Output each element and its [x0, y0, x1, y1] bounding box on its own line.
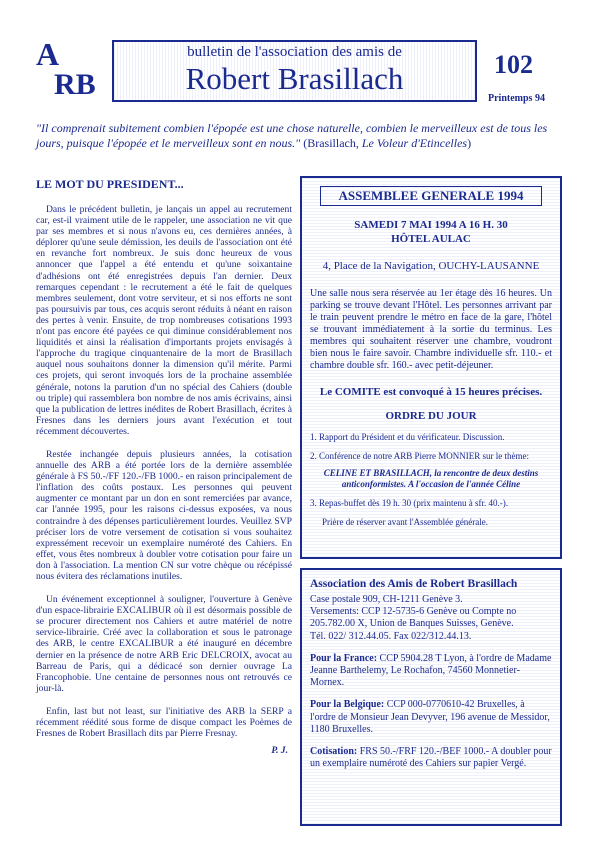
france-text: CCP 5904.28 T Lyon, à l'ordre de Madame Jeanne Barthelemy, Le Rochafon, 74560 Monnetier-Mornex. — [310, 652, 552, 689]
assembly-address: 4, Place de la Navigation, OUCHY-LAUSANNE — [322, 260, 540, 272]
article-paragraph: Restée inchangée depuis plusieurs années, la cotisation annuelle des ARB a été portée lors de la dernière assemblée générale à FS 50.-/FF 120.-/FB 1000.- en raison principalement de l'inflation des coûts postaux. Les personnes qui peuvent augmenter ce montant par un don en sont remerciées par avance, car l'année 1995, pour les raisons ci-dessus exposées, va nous contraindre à des dépenses particulièrement lourdes. Veuillez SVP préciser lors de votre versement de cotisation si vous souhaitez expressément recevoir un exemplaire numéroté des Cahiers. En effet, vous êtes nombreux à doubler votre cotisation pour faire un don à l'association. La mention CN sur votre chèque ou récépissé nous évitera des réclamations inutiles. — [36, 448, 292, 582]
assembly-box — [300, 176, 562, 559]
france-label: Pour la France: — [310, 652, 378, 664]
agenda-item-detail: CELINE ET BRASILLACH, la rencontre de deux destins anticonformistes. A l'occasion de l'année Céline — [323, 468, 539, 489]
president-article — [36, 177, 292, 756]
assembly-title: ASSEMBLEE GENERALE 1994 — [320, 186, 542, 206]
quote-cite-suffix: ) — [467, 136, 472, 150]
reservation-note: Prière de réserver avant l'Assemblée générale. — [322, 517, 489, 527]
assembly-hotel: HÔTEL AULAC — [391, 233, 471, 245]
logo-letters-rb: RB — [54, 68, 96, 101]
belgium-payment — [310, 699, 552, 736]
issue-number: 102 — [494, 50, 533, 79]
quote-cite-prefix: (Brasillach, — [303, 136, 362, 150]
masthead-subtitle: bulletin de l'association des amis de — [187, 44, 402, 60]
issue-season: Printemps 94 — [488, 93, 545, 104]
article-signature: P. J. — [271, 745, 288, 757]
assembly-info: Une salle nous sera réservée au 1er étage dès 16 heures. Un parking se trouve devant l'Hôtel. Les personnes arrivant par le train peuvent prendre le métro en face de la gare, l'hôtel se trouvant immédiatement à la sortie du terminus. Les membres qui souhaitent réserver une chambre, voudront bien nous le faire savoir. Chambre individuelle sfr. 110.- et chambre double sfr. 160.- avec petit-déjeuner. — [310, 288, 552, 371]
agenda-item: 2. Conférence de notre ARB Pierre MONNIER sur le thème: — [310, 451, 529, 461]
assembly-date: SAMEDI 7 MAI 1994 A 16 H. 30 — [354, 219, 508, 231]
cotisation-info — [310, 746, 552, 770]
cotisation-text: FRS 50.-/FRF 120.-/BEF 1000.- A doubler pour un exemplaire numéroté des Cahiers sur papier Vergé. — [310, 746, 552, 770]
quote-cite-work: Le Voleur d'Etincelles — [361, 136, 468, 150]
association-title: Association des Amis de Robert Brasillach — [310, 578, 518, 590]
association-box — [300, 568, 562, 826]
quote-text: "Il comprenait subitement combien l'épopée est une chose naturelle, combien le merveilleux est de tous les jours, puisque l'épopée et le merveilleux sont en nous." — [36, 121, 548, 150]
logo-letter-a: A — [36, 36, 60, 72]
agenda-title: ORDRE DU JOUR — [385, 410, 477, 422]
belgium-text: CCP 000-0770610-42 Bruxelles, à l'ordre de Monsieur Jean Devyver, 196 avenue de Messidor, 1180 Bruxelles. — [310, 699, 550, 735]
article-paragraph: Un événement exceptionnel à souligner, l'ouverture à Genève d'un espace-librairie EXCALIBUR où il est désormais possible de se procurer directement nos Cahiers et autre matériel de notre service-librairie. Créé avec la collaboration et sous le patronage des ARB, le centre EXCALIBUR a été inauguré en décembre dernier en la présence de notre ARB Eric DELCROIX, avocat au Barreau de Paris, qui a dédicacé son dernier ouvrage La Francophobie. Une centaine de personnes nous ont retrouvés ce jour-là. — [36, 594, 292, 694]
article-heading: LE MOT DU PRESIDENT... — [36, 177, 184, 191]
epigraph-quote — [36, 121, 564, 151]
association-address-line: Versements: CCP 12-5735-6 Genève ou Compte no 205.782.00 X, Union de Banques Suisses, Genève. — [310, 606, 517, 630]
masthead — [112, 40, 477, 102]
association-address-line: Tél. 022/ 312.44.05. Fax 022/312.44.13. — [310, 630, 472, 642]
belgium-label: Pour la Belgique: — [310, 699, 385, 711]
arb-logo — [36, 38, 106, 108]
france-payment — [310, 653, 552, 690]
article-paragraph: Dans le précédent bulletin, je lançais un appel au recrutement car, est-il vraiment utile de le rappeler, une association ne vit que par ses membres et si nous n'avons eu, ces dernières années, à déplorer qu'une seule démission, les deuils de l'association ont été en revanche fort nombreux. Je suis donc heureux de vous annoncer que l'appel a été entendu et qu'une soixantaine d'adhésions ont été enregistrées depuis l'an dernier. Deux remarques cependant : le recrutement a été le fait de quelques membres seulement, dont votre serviteur, et si nos efforts ne sont pas poursuivis par tous, ces acquis seront réduits à néant en raison des pertes à venir. Ensuite, de trop nombreuses cotisations 1993 n'ont pas encore été payées ce qui diminue considérablement nos liquidités et ainsi la réalisation d'importants projets envisagés à l'approche du tragique cinquantenaire de la mort de Brasillach auquel nous souhaitons donner la dimension qu'il mérite. Parmi ces projets, qui seront invoqués lors de la prochaine assemblée générale, notons la parution d'un no spécial des Cahiers (double ou triple) qui rassemblera bon nombre de nos amis écrivains, ainsi que la publication de lettres inédites de Robert Brasillach, écrites à Fresnes dans les derniers jours avant l'exécution et tout récemment découvertes. — [36, 204, 293, 437]
cotisation-label: Cotisation: — [310, 746, 358, 758]
agenda-item: 3. Repas-buffet dès 19 h. 30 (prix maintenu à sfr. 40.-). — [310, 498, 509, 508]
association-address-line: Case postale 909, CH-1211 Genève 3. — [310, 594, 463, 605]
comite-notice: Le COMITE est convoqué à 15 heures précises. — [319, 386, 543, 398]
masthead-title: Robert Brasillach — [185, 61, 404, 96]
agenda-item: 1. Rapport du Président et du vérificateur. Discussion. — [310, 432, 505, 442]
article-paragraph: Enfin, last but not least, sur l'initiative des ARB la SERP a récemment réédité sous forme de disque compact les Poèmes de Fresnes de Robert Brasillach dits par Pierre Fresnay. — [36, 705, 292, 740]
